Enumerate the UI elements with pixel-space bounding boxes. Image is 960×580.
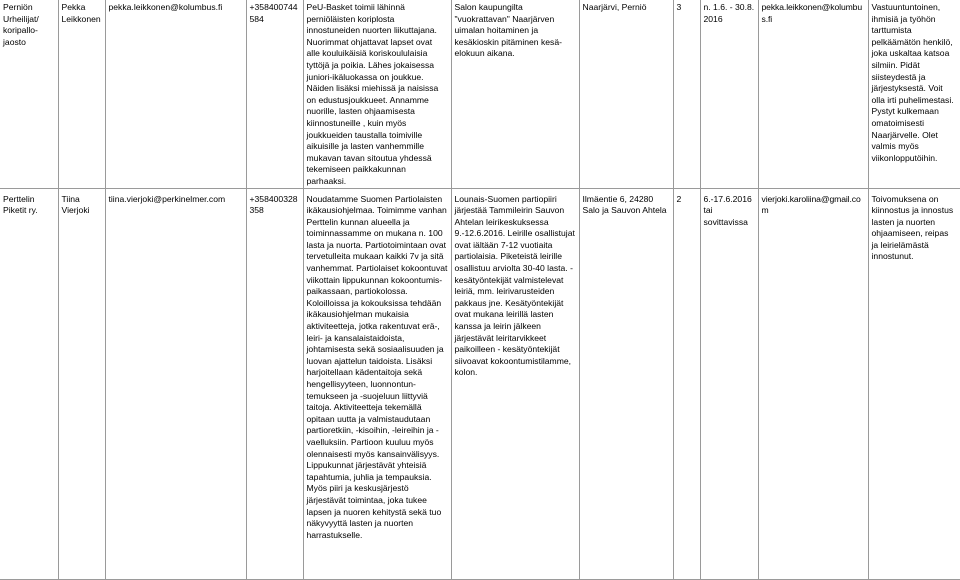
contact-name-cell: Tiina Vierjoki xyxy=(58,188,105,579)
organization-cell: Perniön Urheilijat/ koripallo-jaosto xyxy=(0,0,58,188)
table-row xyxy=(0,0,960,188)
count-cell: 2 xyxy=(673,188,700,579)
contact-name-cell: Pekka Leikkonen xyxy=(58,0,105,188)
requirements-cell: Toivomuksena on kiinnostus ja innostus lasten ja nuorten ohjaamiseen, reipas ja leirielämästä innostunut. xyxy=(868,188,960,579)
description-cell: PeU-Basket toimii lähinnä perniöläisten koriplosta innostuneiden nuorten liikuttajana. Nuorimmat ohjattavat lapset ovat alle kouluikäisiä koriskoululaisia tyttöjä ja poikia. Lähes jokaisessa juniori-ikäluokassa on joukkue. Näiden lisäksi miehissä ja naisissa on edustusjoukkueet. Annamme nuorille, lasten ohjaamisesta kiinnostuneille , kuin myös joukkueiden taustalla toimiville aikuisille ja lasten vanhemmille mukavan tavan sitoutua yhdessä tekemiseen paikkakunnan parhaaksi. xyxy=(303,0,451,188)
dates-cell: 6.-17.6.2016 tai sovittavissa xyxy=(700,188,758,579)
contact-email-cell: vierjoki.karoliina@gmail.com xyxy=(758,188,868,579)
contact-email-cell: pekka.leikkonen@kolumbus.fi xyxy=(758,0,868,188)
email-cell: pekka.leikkonen@kolumbus.fi xyxy=(105,0,246,188)
email-cell: tiina.vierjoki@perkinelmer.com xyxy=(105,188,246,579)
table-row xyxy=(0,188,960,579)
phone-cell: +358400328358 xyxy=(246,188,303,579)
activity-cell: Lounais-Suomen partiopiiri järjestää Tammileirin Sauvon Ahtelan leirikeskuksessa 9.-12.6.2016. Leirille osallistujat ovat iältään 7-12 vuotiaita partiolaisia. Piketeistä leirille osallistuu arviolta 30-40 lasta. - kesätyöntekijät valmistelevat leiriä, mm. leirivarusteiden pakkaus jne. Kesätyöntekijät ovat mukana leirillä lasten kanssa ja leirin jälkeen järjestävät leiritarvikkeet paikoilleen - kesätyöntekijät siivoavat kokoontumistilamme, kolon. xyxy=(451,188,579,579)
location-cell: Ilmäentie 6, 24280 Salo ja Sauvon Ahtela xyxy=(579,188,673,579)
description-cell: Noudatamme Suomen Partiolaisten ikäkausiohjelmaa. Toimimme vanhan Perttelin kunnan alueella ja toiminnassamme on mukana n. 100 lasta ja nuorta. Partiotoimintaan ovat tervetulleita mukaan kaikki 7v ja sitä vanhemmat. Partiolaiset kokoontuvat viikottain lippukunnan kokoontumis-paikassaan, partiokolossa. Koloilloissa ja kokouksissa tehdään ikäkausiohjelman mukaisia aktiviteetteja, jotka rakentuvat erä-, leiri- ja kansalaistaidoista, johtamisesta sekä sosiaalisuuden ja luovan ajattelun taidoista. Lisäksi harjoitellaan kädentaitoja sekä hengellisyyteen, luonnontun-temukseen ja -suojeluun liittyviä taitoja. Aktiviteetteja tekemällä opitaan uutta ja valmistaudutaan partioretkiin, -kisoihin, -leireihin ja -vaelluksiin. Partioon kuuluu myös olennaisesti myös kansainvälisyys. Lippukunnat järjestävät yhteisiä tapahtumia, juhlia ja tempauksia. Myös piiri ja keskusjärjestö järjestävät toimintaa, joka tukee lapsen ja nuoren kehitystä sekä tuo näkyvyyttä lasten ja nuorten harrastukselle. xyxy=(303,188,451,579)
organization-cell: Perttelin Piketit ry. xyxy=(0,188,58,579)
dates-cell: n. 1.6. - 30.8. 2016 xyxy=(700,0,758,188)
count-cell: 3 xyxy=(673,0,700,188)
location-cell: Naarjärvi, Perniö xyxy=(579,0,673,188)
phone-cell: +358400744584 xyxy=(246,0,303,188)
requirements-cell: Vastuuntuntoinen, ihmisiä ja työhön tarttumista pelkäämätön henkilö, joka uskaltaa katsoa silmiin. Pidät siisteydestä ja järjestyksestä. Voit olla irti puhelimestasi. Pystyt kulkemaan omatoimisesti Naarjärvelle. Olet valmis myös viikonlopputöihin. xyxy=(868,0,960,188)
activity-cell: Salon kaupungilta "vuokrattavan" Naarjärven uimalan hoitaminen ja kesäkioskin pitäminen kesä-elokuun aikana. xyxy=(451,0,579,188)
